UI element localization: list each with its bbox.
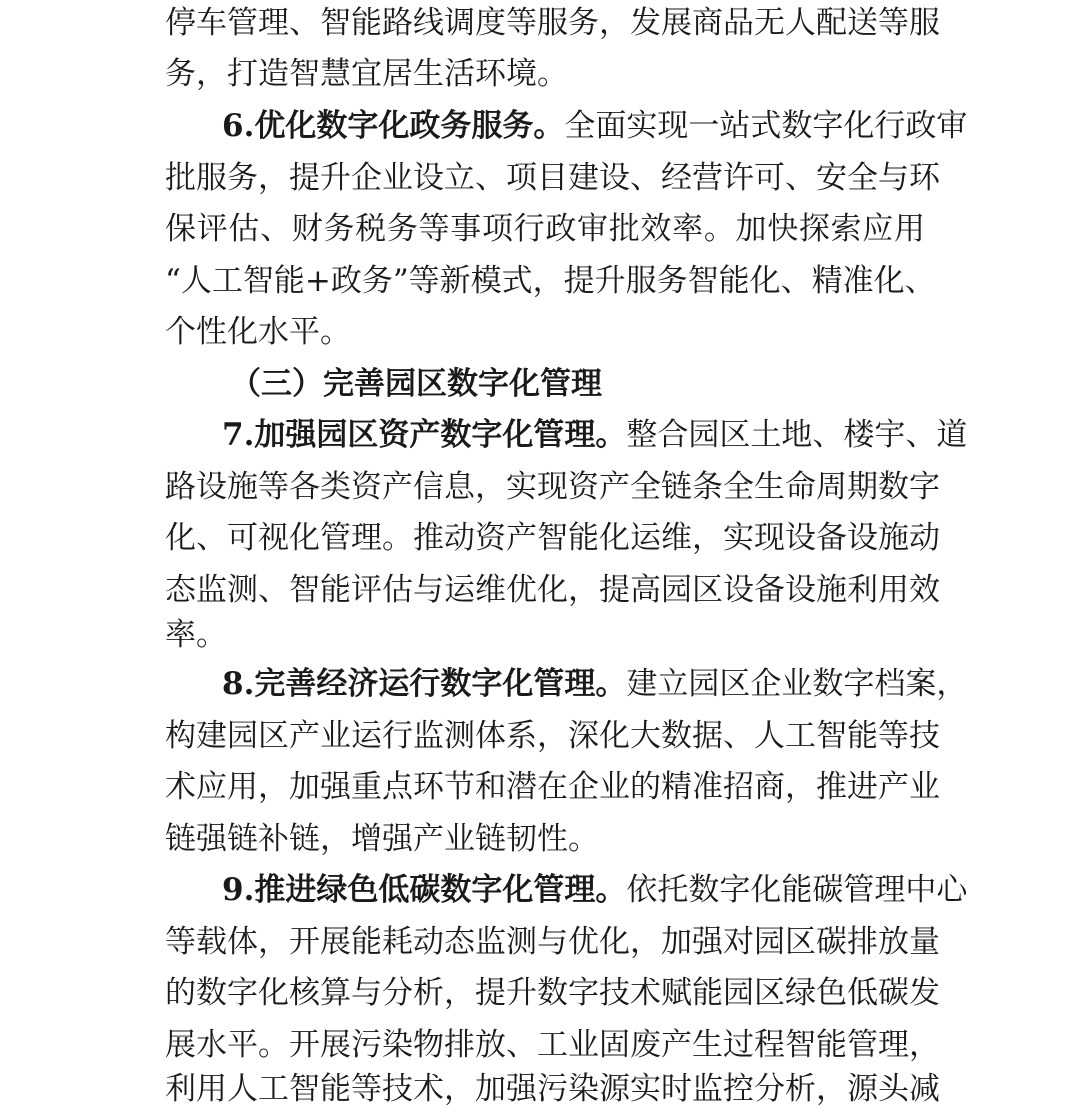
item-6-line bbox=[222, 103, 968, 149]
paragraph-line: 保评估、财务税务等事项行政审批效率。加快探索应用 bbox=[165, 211, 925, 247]
item-7-line bbox=[222, 412, 968, 458]
item-9-text: 依托数字化能碳管理中心 bbox=[626, 872, 968, 908]
paragraph-line: 展水平。开展污染物排放、工业固废产生过程智能管理， bbox=[165, 1027, 940, 1063]
paragraph-line: 利用人工智能等技术，加强污染源实时监控分析，源头减 bbox=[165, 1071, 940, 1107]
paragraph-line: 务，打造智慧宜居生活环境。 bbox=[165, 56, 568, 92]
paragraph-line: 率。 bbox=[165, 617, 227, 653]
item-8-line bbox=[222, 661, 968, 707]
item-9-line bbox=[222, 867, 968, 913]
paragraph-line: “人工智能+政务”等新模式，提升服务智能化、精准化、 bbox=[165, 263, 936, 299]
item-7-heading: 7.加强园区资产数字化管理。 bbox=[222, 417, 627, 453]
item-8-text: 建立园区企业数字档案， bbox=[626, 666, 968, 702]
paragraph-line: 路设施等各类资产信息，实现资产全链条全生命周期数字 bbox=[165, 469, 940, 505]
paragraph-line: 链强链补链，增强产业链韧性。 bbox=[165, 821, 599, 857]
item-7-text: 整合园区土地、楼宇、道 bbox=[626, 417, 968, 453]
paragraph-line: 批服务，提升企业设立、项目建设、经营许可、安全与环 bbox=[165, 160, 940, 196]
paragraph-line: 态监测、智能评估与运维优化，提高园区设备设施利用效 bbox=[165, 572, 940, 608]
paragraph-line: 停车管理、智能路线调度等服务，发展商品无人配送等服 bbox=[165, 5, 940, 41]
item-9-heading: 9.推进绿色低碳数字化管理。 bbox=[222, 872, 627, 908]
paragraph-line: 术应用，加强重点环节和潜在企业的精准招商，推进产业 bbox=[165, 769, 940, 805]
item-6-text: 全面实现一站式数字化行政审 bbox=[564, 108, 968, 144]
section-heading: （三）完善园区数字化管理 bbox=[230, 366, 602, 402]
item-6-heading: 6.优化数字化政务服务。 bbox=[222, 108, 565, 144]
paragraph-line: 个性化水平。 bbox=[165, 314, 351, 350]
paragraph-line: 构建园区产业运行监测体系，深化大数据、人工智能等技 bbox=[165, 718, 940, 754]
paragraph-line: 等载体，开展能耗动态监测与优化，加强对园区碳排放量 bbox=[165, 924, 940, 960]
paragraph-line: 化、可视化管理。推动资产智能化运维，实现设备设施动 bbox=[165, 520, 940, 556]
paragraph-line: 的数字化核算与分析，提升数字技术赋能园区绿色低碳发 bbox=[165, 975, 940, 1011]
item-8-heading: 8.完善经济运行数字化管理。 bbox=[222, 666, 627, 702]
